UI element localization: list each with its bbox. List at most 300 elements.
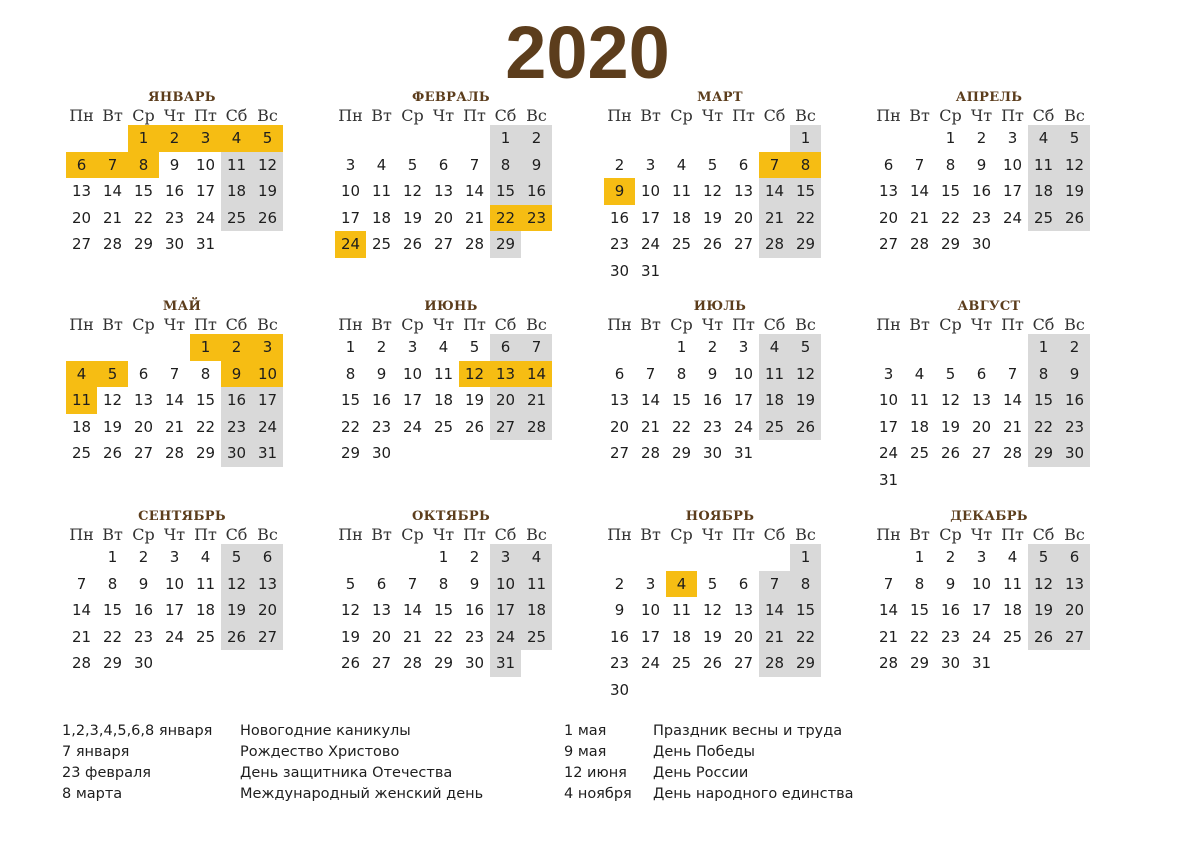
day-cell: 7 — [76, 574, 87, 593]
day-cell: 4 — [759, 334, 790, 361]
legend-description: Новогодние каникулы — [240, 723, 411, 739]
day-cell: 15 — [340, 391, 361, 409]
day-cell: 5 — [221, 544, 252, 571]
legend-description: День России — [653, 765, 749, 781]
day-grid — [66, 125, 288, 258]
day-cell: 1 — [1028, 334, 1059, 361]
weekday-label: Пт — [1001, 106, 1024, 125]
weekday-header — [66, 106, 288, 125]
weekday-header — [335, 106, 557, 125]
weekday-label: Ср — [132, 525, 155, 544]
day-cell: 18 — [671, 627, 692, 646]
day-cell: 29 — [940, 235, 961, 253]
legend-item — [564, 742, 854, 763]
day-cell: 10 — [402, 364, 423, 383]
day-cell: 3 — [190, 125, 221, 152]
day-cell: 25 — [909, 444, 930, 462]
day-cell: 11 — [66, 387, 97, 414]
weekday-label: Сб — [1032, 106, 1055, 125]
day-grid — [604, 125, 826, 284]
day-cell: 11 — [1002, 574, 1023, 593]
day-cell: 18 — [1028, 178, 1059, 205]
day-cell: 27 — [733, 235, 754, 253]
weekday-label: Пн — [876, 106, 901, 125]
day-cell: 4 — [521, 544, 552, 571]
day-cell: 4 — [666, 571, 697, 598]
day-cell: 14 — [878, 601, 899, 619]
day-cell: 24 — [971, 627, 992, 646]
day-cell: 27 — [433, 235, 454, 253]
day-cell: 20 — [371, 627, 392, 646]
weekday-label: Чт — [701, 315, 724, 334]
day-cell: 25 — [1002, 627, 1023, 646]
day-cell: 12 — [402, 182, 423, 200]
month-name: НОЯБРЬ — [685, 509, 755, 524]
weekday-label: Вс — [526, 315, 547, 334]
day-cell: 5 — [469, 338, 480, 356]
legend-item — [564, 763, 854, 784]
day-cell: 12 — [459, 361, 490, 388]
weekday-label: Чт — [701, 106, 724, 125]
day-cell: 18 — [195, 601, 216, 619]
day-cell: 17 — [402, 391, 423, 409]
day-cell: 26 — [221, 624, 252, 651]
weekday-label: Пн — [607, 315, 632, 334]
day-cell: 30 — [164, 235, 185, 253]
weekday-label: Пт — [732, 315, 755, 334]
day-cell: 5 — [707, 574, 718, 593]
day-cell: 18 — [221, 178, 252, 205]
legend-description: Международный женский день — [240, 786, 484, 802]
weekday-label: Вт — [102, 315, 123, 334]
holiday-legend-left — [62, 721, 483, 805]
day-cell: 11 — [1028, 152, 1059, 179]
month-block — [335, 89, 557, 258]
day-cell: 13 — [490, 361, 521, 388]
day-cell: 22 — [790, 205, 821, 232]
day-grid — [604, 334, 826, 467]
weekday-label: Чт — [163, 525, 186, 544]
weekday-label: Пн — [338, 315, 363, 334]
day-cell: 2 — [614, 574, 625, 593]
day-cell: 10 — [252, 361, 283, 388]
day-cell: 12 — [102, 391, 123, 409]
day-cell: 5 — [345, 574, 356, 593]
day-cell: 15 — [433, 601, 454, 619]
day-cell: 8 — [107, 574, 118, 593]
day-cell: 14 — [102, 182, 123, 200]
weekday-label: Вс — [1064, 106, 1085, 125]
day-cell: 21 — [102, 208, 123, 227]
weekday-label: Вт — [102, 106, 123, 125]
day-cell: 6 — [738, 155, 749, 174]
legend-date: 1 мая — [564, 723, 607, 739]
day-cell: 23 — [371, 417, 392, 436]
day-cell: 15 — [490, 178, 521, 205]
weekday-header — [604, 315, 826, 334]
month-block — [66, 298, 288, 467]
day-cell: 17 — [195, 182, 216, 200]
weekday-label: Пн — [338, 525, 363, 544]
day-cell: 17 — [340, 208, 361, 227]
day-cell: 22 — [433, 627, 454, 646]
month-block — [335, 508, 557, 677]
day-cell: 21 — [402, 627, 423, 646]
day-cell: 12 — [340, 601, 361, 619]
day-cell: 5 — [97, 361, 128, 388]
day-cell: 19 — [464, 391, 485, 409]
day-cell: 9 — [604, 178, 635, 205]
day-cell: 12 — [702, 601, 723, 619]
day-cell: 15 — [940, 182, 961, 200]
day-cell: 17 — [640, 208, 661, 227]
day-cell: 23 — [702, 417, 723, 436]
day-cell: 20 — [971, 417, 992, 436]
day-cell: 19 — [1059, 178, 1090, 205]
day-cell: 8 — [345, 364, 356, 383]
day-cell: 13 — [433, 182, 454, 200]
day-cell: 9 — [976, 155, 987, 174]
weekday-label: Чт — [432, 106, 455, 125]
weekday-label: Пт — [1001, 315, 1024, 334]
day-cell: 14 — [164, 391, 185, 409]
day-cell: 21 — [71, 627, 92, 646]
day-cell: 31 — [640, 261, 661, 280]
day-grid — [335, 544, 557, 677]
day-cell: 18 — [521, 597, 552, 624]
day-cell: 24 — [195, 208, 216, 227]
day-cell: 27 — [490, 414, 521, 441]
day-cell: 30 — [702, 444, 723, 462]
day-cell: 2 — [521, 125, 552, 152]
day-cell: 15 — [133, 182, 154, 200]
weekday-label: Вс — [795, 525, 816, 544]
legend-item — [62, 742, 483, 763]
day-cell: 22 — [940, 208, 961, 227]
day-cell: 12 — [252, 152, 283, 179]
legend-date: 9 мая — [564, 744, 607, 760]
legend-date: 7 января — [62, 744, 130, 760]
day-cell: 5 — [945, 364, 956, 383]
day-grid — [335, 125, 557, 258]
month-name: ИЮЛЬ — [693, 299, 747, 314]
day-cell: 17 — [878, 417, 899, 436]
day-cell: 3 — [883, 364, 894, 383]
day-cell: 17 — [252, 387, 283, 414]
day-cell: 9 — [469, 574, 480, 593]
day-cell: 16 — [371, 391, 392, 409]
weekday-label: Ср — [670, 315, 693, 334]
month-name: ИЮНЬ — [424, 299, 478, 314]
day-cell: 24 — [878, 444, 899, 462]
day-cell: 30 — [133, 654, 154, 672]
day-cell: 14 — [1002, 391, 1023, 409]
day-cell: 20 — [133, 417, 154, 436]
day-cell: 6 — [66, 152, 97, 179]
month-block — [873, 298, 1095, 493]
day-cell: 23 — [940, 627, 961, 646]
day-cell: 16 — [521, 178, 552, 205]
weekday-header — [66, 315, 288, 334]
month-name: ДЕКАБРЬ — [950, 509, 1028, 524]
day-cell: 14 — [71, 601, 92, 619]
day-cell: 1 — [676, 338, 687, 356]
day-cell: 20 — [733, 208, 754, 227]
day-cell: 3 — [976, 548, 987, 566]
day-cell: 30 — [371, 444, 392, 462]
day-cell: 15 — [790, 597, 821, 624]
day-cell: 3 — [1007, 129, 1018, 147]
day-cell: 1 — [345, 338, 356, 356]
day-cell: 11 — [671, 601, 692, 619]
weekday-label: Чт — [163, 315, 186, 334]
weekday-label: Чт — [970, 106, 993, 125]
day-cell: 28 — [1002, 444, 1023, 462]
day-cell: 19 — [102, 417, 123, 436]
day-cell: 30 — [971, 235, 992, 253]
day-cell: 27 — [971, 444, 992, 462]
day-cell: 24 — [1002, 208, 1023, 227]
day-cell: 13 — [733, 182, 754, 200]
weekday-label: Вт — [909, 525, 930, 544]
day-cell: 3 — [407, 338, 418, 356]
day-cell: 21 — [909, 208, 930, 227]
weekday-label: Пн — [69, 525, 94, 544]
weekday-label: Сб — [225, 106, 248, 125]
day-cell: 22 — [1028, 414, 1059, 441]
day-grid — [873, 125, 1095, 258]
weekday-header — [335, 525, 557, 544]
day-cell: 17 — [971, 601, 992, 619]
weekday-label: Ср — [670, 525, 693, 544]
day-cell: 18 — [371, 208, 392, 227]
weekday-header — [66, 525, 288, 544]
day-cell: 29 — [1028, 440, 1059, 467]
day-cell: 3 — [738, 338, 749, 356]
weekday-label: Сб — [225, 525, 248, 544]
day-cell: 9 — [521, 152, 552, 179]
day-cell: 10 — [490, 571, 521, 598]
day-cell: 30 — [464, 654, 485, 672]
day-cell: 25 — [671, 235, 692, 253]
day-cell: 19 — [790, 387, 821, 414]
weekday-label: Вс — [257, 525, 278, 544]
day-cell: 25 — [195, 627, 216, 646]
day-grid — [873, 544, 1095, 677]
day-cell: 24 — [252, 414, 283, 441]
day-cell: 6 — [490, 334, 521, 361]
weekday-label: Сб — [494, 525, 517, 544]
day-cell: 10 — [640, 182, 661, 200]
day-cell: 3 — [345, 155, 356, 174]
day-cell: 11 — [671, 182, 692, 200]
weekday-label: Сб — [494, 315, 517, 334]
weekday-label: Пт — [732, 525, 755, 544]
day-cell: 13 — [733, 601, 754, 619]
day-cell: 2 — [221, 334, 252, 361]
day-cell: 7 — [914, 155, 925, 174]
day-cell: 1 — [190, 334, 221, 361]
weekday-label: Вт — [371, 106, 392, 125]
day-cell: 22 — [909, 627, 930, 646]
day-cell: 6 — [1059, 544, 1090, 571]
day-cell: 21 — [521, 387, 552, 414]
day-cell: 21 — [759, 624, 790, 651]
day-cell: 1 — [914, 548, 925, 566]
weekday-label: Вт — [102, 525, 123, 544]
day-cell: 29 — [671, 444, 692, 462]
day-cell: 30 — [221, 440, 252, 467]
day-cell: 29 — [490, 231, 521, 258]
day-cell: 29 — [790, 650, 821, 677]
day-cell: 22 — [790, 624, 821, 651]
weekday-label: Сб — [225, 315, 248, 334]
day-cell: 27 — [1059, 624, 1090, 651]
day-cell: 25 — [371, 235, 392, 253]
day-grid — [66, 334, 288, 467]
day-cell: 24 — [640, 235, 661, 253]
day-cell: 22 — [133, 208, 154, 227]
weekday-label: Чт — [163, 106, 186, 125]
day-cell: 31 — [195, 235, 216, 253]
day-cell: 18 — [1002, 601, 1023, 619]
day-cell: 7 — [645, 364, 656, 383]
day-cell: 13 — [371, 601, 392, 619]
day-cell: 27 — [609, 444, 630, 462]
day-cell: 1 — [438, 548, 449, 566]
weekday-label: Вт — [371, 525, 392, 544]
day-cell: 27 — [133, 444, 154, 462]
day-cell: 5 — [1059, 125, 1090, 152]
day-cell: 19 — [340, 627, 361, 646]
day-cell: 6 — [614, 364, 625, 383]
day-cell: 21 — [640, 417, 661, 436]
page-title: 2020 — [505, 11, 670, 94]
day-cell: 12 — [1059, 152, 1090, 179]
day-cell: 7 — [407, 574, 418, 593]
day-cell: 20 — [878, 208, 899, 227]
weekday-label: Ср — [401, 315, 424, 334]
month-block — [66, 89, 288, 258]
day-cell: 26 — [702, 235, 723, 253]
day-cell: 21 — [1002, 417, 1023, 436]
day-cell: 18 — [909, 417, 930, 436]
day-cell: 4 — [676, 155, 687, 174]
day-cell: 10 — [733, 364, 754, 383]
legend-item — [564, 721, 854, 742]
day-cell: 21 — [464, 208, 485, 227]
day-cell: 6 — [438, 155, 449, 174]
weekday-header — [873, 525, 1095, 544]
day-cell: 7 — [759, 571, 790, 598]
weekday-label: Вс — [1064, 525, 1085, 544]
day-cell: 9 — [1059, 361, 1090, 388]
month-name: МАРТ — [697, 90, 743, 105]
legend-date: 4 ноября — [564, 786, 632, 802]
day-cell: 12 — [702, 182, 723, 200]
day-cell: 30 — [940, 654, 961, 672]
weekday-header — [873, 106, 1095, 125]
day-cell: 26 — [1059, 205, 1090, 232]
day-cell: 13 — [71, 182, 92, 200]
day-cell: 17 — [164, 601, 185, 619]
holiday-legend-right — [564, 721, 854, 805]
weekday-label: Пт — [732, 106, 755, 125]
day-cell: 26 — [402, 235, 423, 253]
day-cell: 2 — [1059, 334, 1090, 361]
weekday-label: Пн — [607, 525, 632, 544]
day-cell: 14 — [759, 178, 790, 205]
day-cell: 4 — [1007, 548, 1018, 566]
day-cell: 2 — [376, 338, 387, 356]
month-name: АВГУСТ — [957, 299, 1021, 314]
day-cell: 11 — [433, 364, 454, 383]
day-cell: 26 — [340, 654, 361, 672]
day-cell: 12 — [940, 391, 961, 409]
day-cell: 26 — [102, 444, 123, 462]
weekday-label: Пт — [463, 315, 486, 334]
legend-item — [62, 763, 483, 784]
weekday-label: Вт — [909, 106, 930, 125]
day-cell: 14 — [402, 601, 423, 619]
day-cell: 28 — [402, 654, 423, 672]
day-cell: 25 — [759, 414, 790, 441]
day-cell: 28 — [759, 231, 790, 258]
month-block — [873, 89, 1095, 258]
day-cell: 28 — [759, 650, 790, 677]
weekday-label: Вс — [795, 106, 816, 125]
day-cell: 27 — [71, 235, 92, 253]
day-cell: 13 — [252, 571, 283, 598]
legend-item — [564, 784, 854, 805]
weekday-label: Ср — [401, 525, 424, 544]
weekday-label: Чт — [432, 525, 455, 544]
legend-date: 23 февраля — [62, 765, 152, 781]
day-cell: 10 — [971, 574, 992, 593]
weekday-label: Сб — [763, 525, 786, 544]
day-cell: 7 — [1007, 364, 1018, 383]
day-cell: 7 — [469, 155, 480, 174]
day-cell: 4 — [1028, 125, 1059, 152]
day-cell: 24 — [733, 417, 754, 436]
day-cell: 5 — [407, 155, 418, 174]
day-cell: 30 — [609, 680, 630, 699]
weekday-header — [335, 315, 557, 334]
day-cell: 15 — [195, 391, 216, 409]
day-cell: 13 — [1059, 571, 1090, 598]
day-grid — [604, 544, 826, 703]
day-cell: 7 — [169, 364, 180, 383]
day-cell: 28 — [464, 235, 485, 253]
weekday-label: Пн — [876, 525, 901, 544]
weekday-label: Сб — [763, 315, 786, 334]
day-cell: 16 — [464, 601, 485, 619]
weekday-label: Чт — [970, 525, 993, 544]
weekday-label: Ср — [132, 315, 155, 334]
day-cell: 11 — [221, 152, 252, 179]
day-cell: 20 — [71, 208, 92, 227]
weekday-label: Ср — [670, 106, 693, 125]
day-cell: 15 — [909, 601, 930, 619]
day-cell: 1 — [128, 125, 159, 152]
weekday-label: Сб — [494, 106, 517, 125]
day-cell: 24 — [640, 654, 661, 672]
weekday-label: Ср — [401, 106, 424, 125]
day-cell: 29 — [195, 444, 216, 462]
day-cell: 26 — [940, 444, 961, 462]
legend-item — [62, 721, 483, 742]
day-cell: 11 — [195, 574, 216, 593]
